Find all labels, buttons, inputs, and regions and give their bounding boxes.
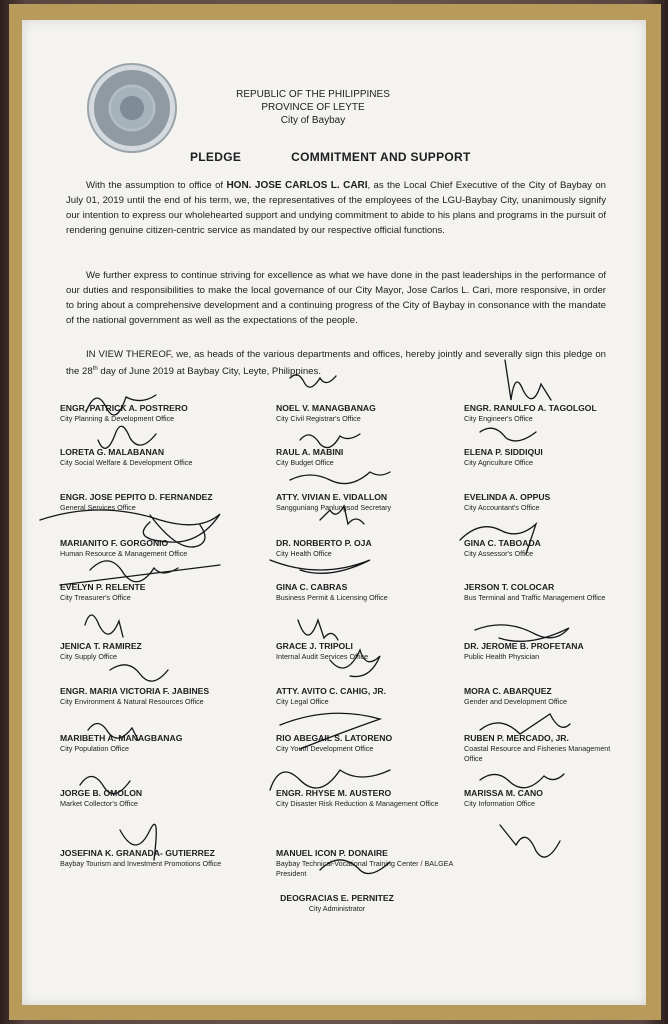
signatory-office: City Administrator [308,904,366,913]
signatory-name: ELENA P. SIDDIQUI [464,447,543,457]
signatory-office: Internal Audit Services Office [276,652,369,661]
signatory-office: City Budget Office [276,458,334,467]
header-republic: REPUBLIC OF THE PHILIPPINES [236,89,390,100]
signatory-office: City Engineer's Office [464,414,533,423]
signatory-name: ENGR. RANULFO A. TAGOLGOL [464,403,597,413]
signatory-office: City Youth Development Office [276,744,374,753]
p3-ordinal: th [92,366,98,372]
signatory-name: ENGR. JOSE PEPITO D. FERNANDEZ [60,492,213,502]
signatory-office: City Disaster Risk Reduction & Management Office [276,799,439,808]
signatory-name: RAUL A. MABINI [276,447,344,457]
p3-text-b: day of June 2019 at Baybay City, Leyte, Philippines. [97,366,321,378]
signatory-office: City Assessor's Office [464,549,534,558]
signatory-block [60,848,250,869]
signatory-office: Public Health Physician [464,652,540,661]
signatory-block [464,538,614,559]
signatory-office: City Treasurer's Office [60,593,131,602]
signatory-name: DEOGRACIAS E. PERNITEZ [280,893,394,903]
signatory-office: Business Permit & Licensing Office [276,593,388,602]
signatory-block [60,447,250,468]
signatory-name: MARIANITO F. GORGONIO [60,538,169,548]
signatory-office: Market Collector's Office [60,799,138,808]
signatory-block [276,538,466,559]
header-province: PROVINCE OF LEYTE [261,102,365,113]
signatory-office: City Social Welfare & Development Office [60,458,193,467]
paragraph-2: We further express to continue striving for excellence as what we have done in the past leaderships in the performance of our duties and responsibilities to make the local governance of our City Mayor, Jose Carlos L. Cari, more responsive, in order to bring about a comprehensive development and a continuing progress of the City of Baybay in consonance with the mandate of the national government as well as the expectations of the people. [66,270,606,326]
signatory-office: City Health Office [276,549,332,558]
signatory-office: City Supply Office [60,652,117,661]
signatory-name: JOSEFINA K. GRANADA- GUTIERREZ [60,848,215,858]
p1-text-a: With the assumption to office of [86,180,227,191]
p3-text-a: IN VIEW THEREOF, we, as heads of the various departments and offices, hereby jointly and severally sign this pledge on the 28 [66,349,606,378]
city-seal-icon [87,63,177,153]
signatory-block [464,788,614,809]
signatory-office: Human Resource & Management Office [60,549,188,558]
signatory-block [276,582,466,603]
paragraph-1 [66,178,606,238]
signatory-name: JENICA T. RAMIREZ [60,641,142,651]
signatory-block [464,641,614,662]
signatory-office: City Agriculture Office [464,458,533,467]
signatory-block [60,582,250,603]
paragraph-3 [66,347,606,379]
signatory-block [276,733,466,754]
signatory-block [60,788,250,809]
signatory-block [60,538,250,559]
signatory-name: EVELINDA A. OPPUS [464,492,551,502]
signatory-name: RIO ABEGAIL S. LATORENO [276,733,393,743]
signatory-name: LORETA G. MALABANAN [60,447,165,457]
signatory-name: NOEL V. MANAGBANAG [276,403,376,413]
signatory-office: Baybay Tourism and Investment Promotions Office [60,859,222,868]
signatory-name: EVELYN P. RELENTE [60,582,146,592]
signatory-name: ATTY. VIVIAN E. VIDALLON [276,492,388,502]
title-pledge: PLEDGE [190,150,242,164]
signatory-block [60,686,250,707]
p1-text-b: , as the Local Chief Executive of the City of Baybay on July 01, 2019 until the end of his term, we, the representatives of the employees of the LGU-Baybay City, unanimously signify our intention to express our wholehearted support and undying commitment to abide to his plans and programs in the pursuit of rendering genuine citizen-centric service as mandated by our respective official functions. [66,180,606,236]
signatory-name: MANUEL ICON P. DONAIRE [276,848,388,858]
signatory-name: JERSON T. COLOCAR [464,582,555,592]
signatory-name: ENGR. RHYSE M. AUSTERO [276,788,392,798]
signatory-block [464,447,614,468]
document-title [190,150,521,164]
header-city: City of Baybay [280,115,346,126]
signatory-name: MARIBETH A. MANAGBANAG [60,733,183,743]
signatory-block [60,641,250,662]
title-commitment: COMMITMENT AND SUPPORT [291,150,471,164]
signatory-block [60,403,250,424]
mayor-name: HON. JOSE CARLOS L. CARI [226,180,368,191]
signatory-office: Sangguniang Panlungsod Secretary [276,503,392,512]
signatory-block [276,848,466,878]
signatory-block [276,447,466,468]
signatory-office: City Civil Registrar's Office [276,414,361,423]
signatory-office: Bus Terminal and Traffic Management Office [464,593,606,602]
signatory-block [464,492,614,513]
signatory-block [276,492,466,513]
signatory-block [60,733,250,754]
signatory-name: GINA C. CABRAS [276,582,348,592]
signatory-block [464,403,614,424]
signatory-name: MORA C. ABARQUEZ [464,686,552,696]
signatory-office: General Services Office [60,503,136,512]
signatory-office: Coastal Resource and Fisheries Management Office [464,744,611,763]
signatory-block [276,403,466,424]
signatory-name: MARISSA M. CANO [464,788,543,798]
signatory-name: JORGE B. OMOLON [60,788,143,798]
signatory-name: GRACE J. TRIPOLI [276,641,353,651]
signatory-office: Gender and Development Office [464,697,567,706]
signatory-block [464,686,614,707]
signatory-block [272,893,402,914]
signatory-office: City Environment & Natural Resources Office [60,697,204,706]
signatory-block [276,788,466,809]
signatory-block [276,686,466,707]
signatory-block [464,733,614,763]
signatory-office: Baybay Technical-Vocational Training Center / BALGEA President [276,859,453,878]
signatory-office: City Planning & Development Office [60,414,175,423]
signatory-office: City Legal Office [276,697,329,706]
signatory-name: GINA C. TABOADA [464,538,541,548]
signatory-office: City Information Office [464,799,535,808]
signatory-block [464,582,614,603]
signatory-name: DR. NORBERTO P. OJA [276,538,372,548]
signatory-block [276,641,466,662]
signatory-name: ENGR. PATRICK A. POSTRERO [60,403,188,413]
signatory-name: DR. JEROME B. PROFETANA [464,641,584,651]
signatory-office: City Accountant's Office [464,503,540,512]
signatory-block [60,492,250,513]
signatory-office: City Population Office [60,744,129,753]
signatory-name: RUBEN P. MERCADO, JR. [464,733,569,743]
signatory-name: ENGR. MARIA VICTORIA F. JABINES [60,686,210,696]
signatory-name: ATTY. AVITO C. CAHIG, JR. [276,686,386,696]
